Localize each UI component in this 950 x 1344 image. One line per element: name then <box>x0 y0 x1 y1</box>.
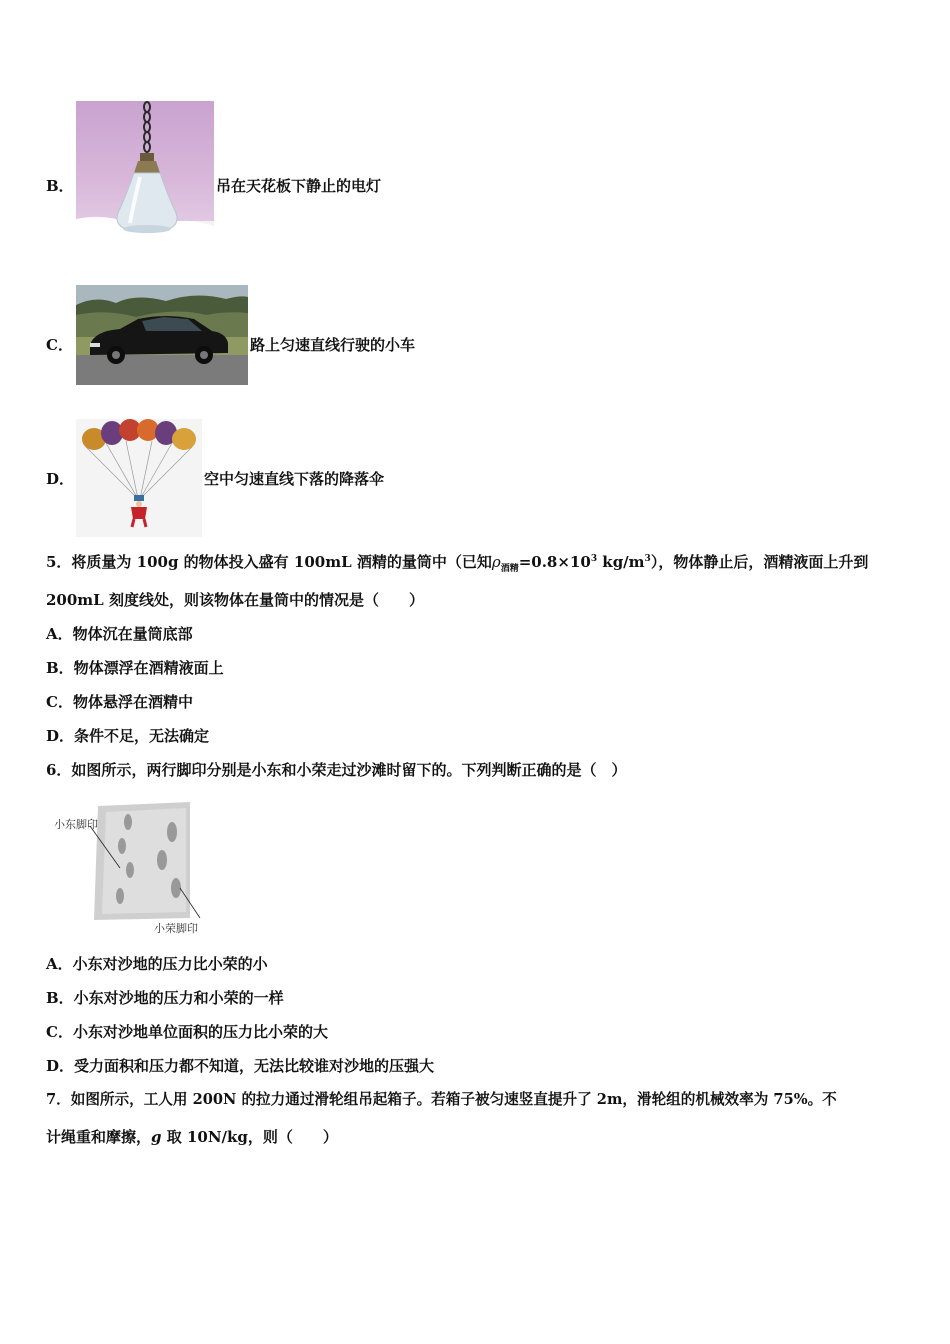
q5-stem-part-d: ），物体静止后，酒精液面上升到 <box>650 553 869 571</box>
car-illustration <box>76 285 248 385</box>
option-d-label: D． <box>46 470 75 488</box>
footprints-figure <box>50 802 212 936</box>
q5-stem-line2: 200mL 刻度线处，则该物体在量筒中的情况是（ ） <box>46 591 424 609</box>
q7-stem-part-b: 取 10N/kg，则（ ） <box>161 1128 338 1146</box>
q7-stem-part-a: 计绳重和摩擦， <box>46 1128 152 1146</box>
q6-stem: 6．如图所示，两行脚印分别是小东和小荣走过沙滩时留下的。下列判断正确的是（ ） <box>46 761 627 779</box>
car-image <box>76 285 248 385</box>
q5-option-c: C．物体悬浮在酒精中 <box>46 693 193 711</box>
lamp-illustration <box>76 101 214 244</box>
parachute-image <box>76 419 202 537</box>
q6-option-b: B．小东对沙地的压力和小荣的一样 <box>46 989 284 1007</box>
rho-subscript: 酒精 <box>500 564 519 574</box>
q5-stem-part-c: kg/m <box>597 553 645 571</box>
q5-stem-part-b: =0.8×10 <box>518 553 591 571</box>
q6-option-c: C．小东对沙地单位面积的压力比小荣的大 <box>46 1023 328 1041</box>
hanging-lamp-image <box>76 101 214 244</box>
option-c-text: 路上匀速直线行驶的小车 <box>250 336 416 354</box>
q7-stem-line1: 7．如图所示，工人用 200N 的拉力通过滑轮组吊起箱子。若箱子被匀速竖直提升了 2m，滑轮组的机械效率为 75%。不 <box>46 1091 837 1108</box>
option-b-label: B． <box>46 177 74 195</box>
q5-stem-part-a: 5．将质量为 100g 的物体投入盛有 100mL 酒精的量筒中（已知 <box>46 553 492 571</box>
q7-stem-line2 <box>46 1127 338 1147</box>
parachute-illustration <box>76 419 202 537</box>
gravity-symbol: g <box>151 1128 162 1146</box>
q5-option-a: A．物体沉在量筒底部 <box>46 625 193 643</box>
exponent-1: 3 <box>590 554 598 564</box>
option-b-text: 吊在天花板下静止的电灯 <box>216 177 382 195</box>
fig-label-xiaorong: 小荣脚印 <box>154 922 198 935</box>
rho-symbol: ρ <box>491 553 501 571</box>
option-c-label: C． <box>46 336 73 354</box>
option-d-text: 空中匀速直线下落的降落伞 <box>204 470 385 488</box>
q6-option-d: D．受力面积和压力都不知道，无法比较谁对沙地的压强大 <box>46 1057 435 1075</box>
q5-stem-line1 <box>46 552 868 572</box>
q5-option-b: B．物体漂浮在酒精液面上 <box>46 659 224 677</box>
exponent-2: 3 <box>644 554 651 564</box>
q5-option-d: D．条件不足，无法确定 <box>46 727 210 745</box>
fig-label-xiaodong: 小东脚印 <box>54 818 98 831</box>
q6-option-a: A．小东对沙地的压力比小荣的小 <box>46 955 268 973</box>
